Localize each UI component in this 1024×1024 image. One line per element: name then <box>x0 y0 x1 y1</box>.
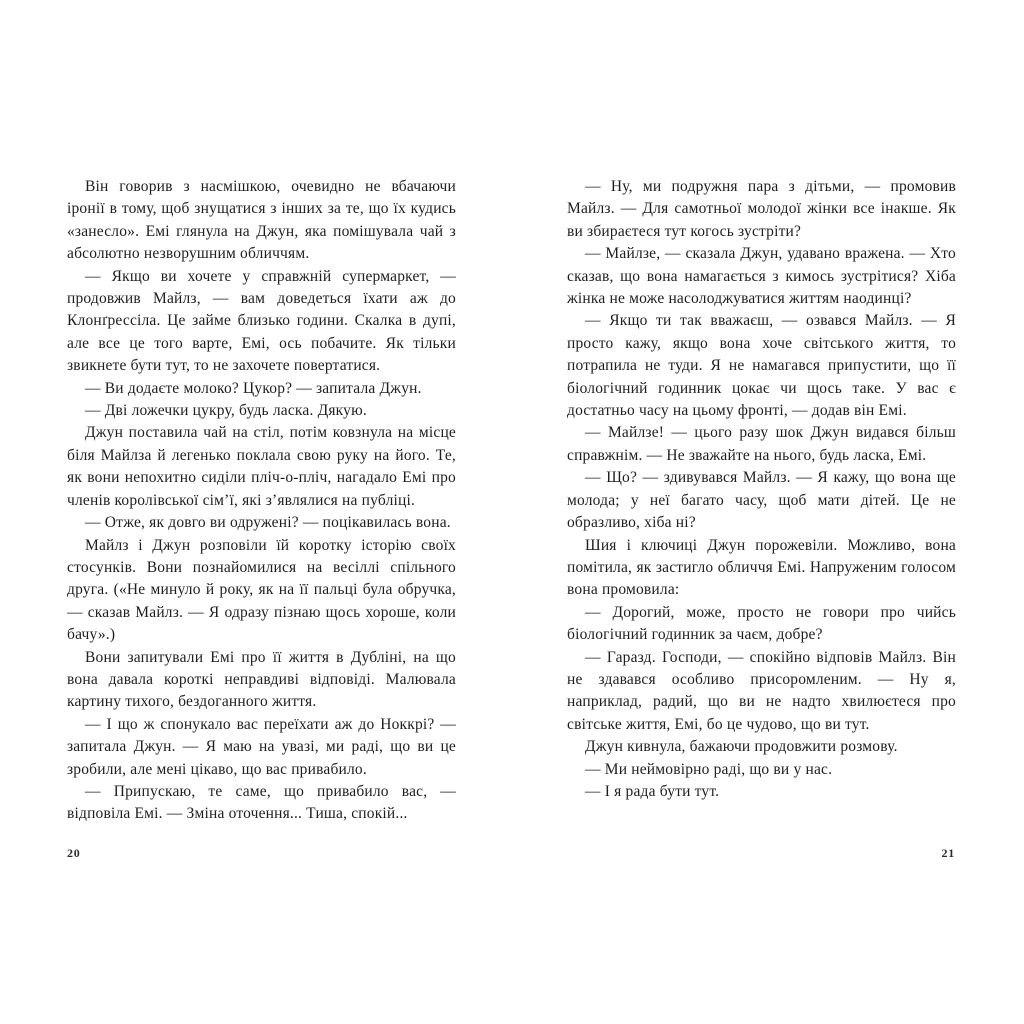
paragraph: — Ви додаєте молоко? Цукор? — запитала Джун. <box>85 379 422 397</box>
paragraph: — Ну, ми подружня пара з дітьми, — промовив Майлз. — Для самотньої молодої жінки все інакше. Як ви збираєтеся тут когось зустріти? <box>567 178 956 240</box>
paragraph: — І я рада бути тут. <box>585 782 720 800</box>
paragraph: — Ми неймовірно раді, що ви у нас. <box>585 760 833 778</box>
paragraph: — Майлзе! — цього разу шок Джун видався більш справжнім. — Не зважайте на нього, будь ласка, Емі. <box>567 424 956 464</box>
paragraph: — Дорогий, може, просто не говори про чийсь біологічний годинник за чаєм, добре? <box>567 603 956 644</box>
paragraph: — Дві ложечки цукру, будь ласка. Дякую. <box>85 402 367 420</box>
paragraph: Він говорив з насмішкою, очевидно не вбачаючи іронії в тому, щоб знущатися з інших за те, що їх кудись «занесло». Емі глянула на Джун, яка помішувала чай з абсолютно незворушним обличчям. <box>67 178 456 263</box>
paragraph: Майлз і Джун розповіли їй коротку історію своїх стосунків. Вони познайомилися на весіллі спільного друга. («Не минуло й року, як на її пальці була обручка, — сказав Майлз. — Я одразу пізнаю щось хороше, коли бачу».) <box>67 536 456 644</box>
page-left-text-column <box>67 176 456 826</box>
paragraph: Вони запитували Емі про її життя в Дубліні, на що вона давала короткі неправдиві відповіді. Малювала картину тихого, бездоганного життя. <box>67 648 456 711</box>
page-number-left: 20 <box>67 846 81 860</box>
paragraph: Джун кивнула, бажаючи продовжити розмову. <box>585 738 898 756</box>
paragraph: Шия і ключиці Джун порожевіли. Можливо, вона помітила, як застигло обличчя Емі. Напруженим голосом вона промовила: <box>567 536 956 599</box>
paragraph: — Припускаю, те саме, що привабило вас, — відповіла Емі. — Зміна оточення... Тиша, спокій... <box>67 782 456 823</box>
paragraph: — Якщо ти так вважаєш, — озвався Майлз. — Я просто кажу, якщо вона хоче світського життя, то потрапила не туди. Я не намагався припустити, що її біологічний годинник цокає чи щось таке. У вас є достатньо часу на цьому фронті, — додав він Емі. <box>567 312 956 420</box>
paragraph: Джун поставила чай на стіл, потім ковзнула на місце біля Майлза й легенько поклала свою руку на його. Те, як вони непохитно сиділи пліч-о-пліч, нагадало Емі про членів королівської сім’ї, які з’являлися на публіці. <box>67 424 456 509</box>
paragraph: — Майлзе, — сказала Джун, удавано вражена. — Хто сказав, що вона намагається з кимось зустрітися? Хіба жінка не може насолоджуватися життям наодинці? <box>567 245 956 308</box>
paragraph: — І що ж спонукало вас переїхати аж до Ноккрі? — запитала Джун. — Я маю на увазі, ми раді, що ви це зробили, але мені цікаво, що вас привабило. <box>67 715 456 778</box>
paragraph: — Отже, як довго ви одружені? — поцікавилась вона. <box>85 514 451 532</box>
paragraph: — Що? — здивувався Майлз. — Я кажу, що вона ще молода; у неї багато часу, щоб мати дітей. Це не образливо, хіба ні? <box>567 469 956 532</box>
paragraph: — Якщо ви хочете у справжній супермаркет, — продовжив Майлз, — вам доведеться їхати аж до Клонґрессіла. Це займе близько години. Скалка в дупі, але все це того варте, Емі, ось побачите. Як тільки звикнете бути тут, то не захочете повертатися. <box>67 267 456 375</box>
paragraph: — Гаразд. Господи, — спокійно відповів Майлз. Він не здавався особливо присоромленим. — Ну я, наприклад, радий, що ви не надто хвилюєтеся про світське життя, Емі, бо це чудово, що ви тут. <box>567 648 956 733</box>
page-right-text-column <box>567 176 956 803</box>
page-number-right: 21 <box>941 846 955 860</box>
